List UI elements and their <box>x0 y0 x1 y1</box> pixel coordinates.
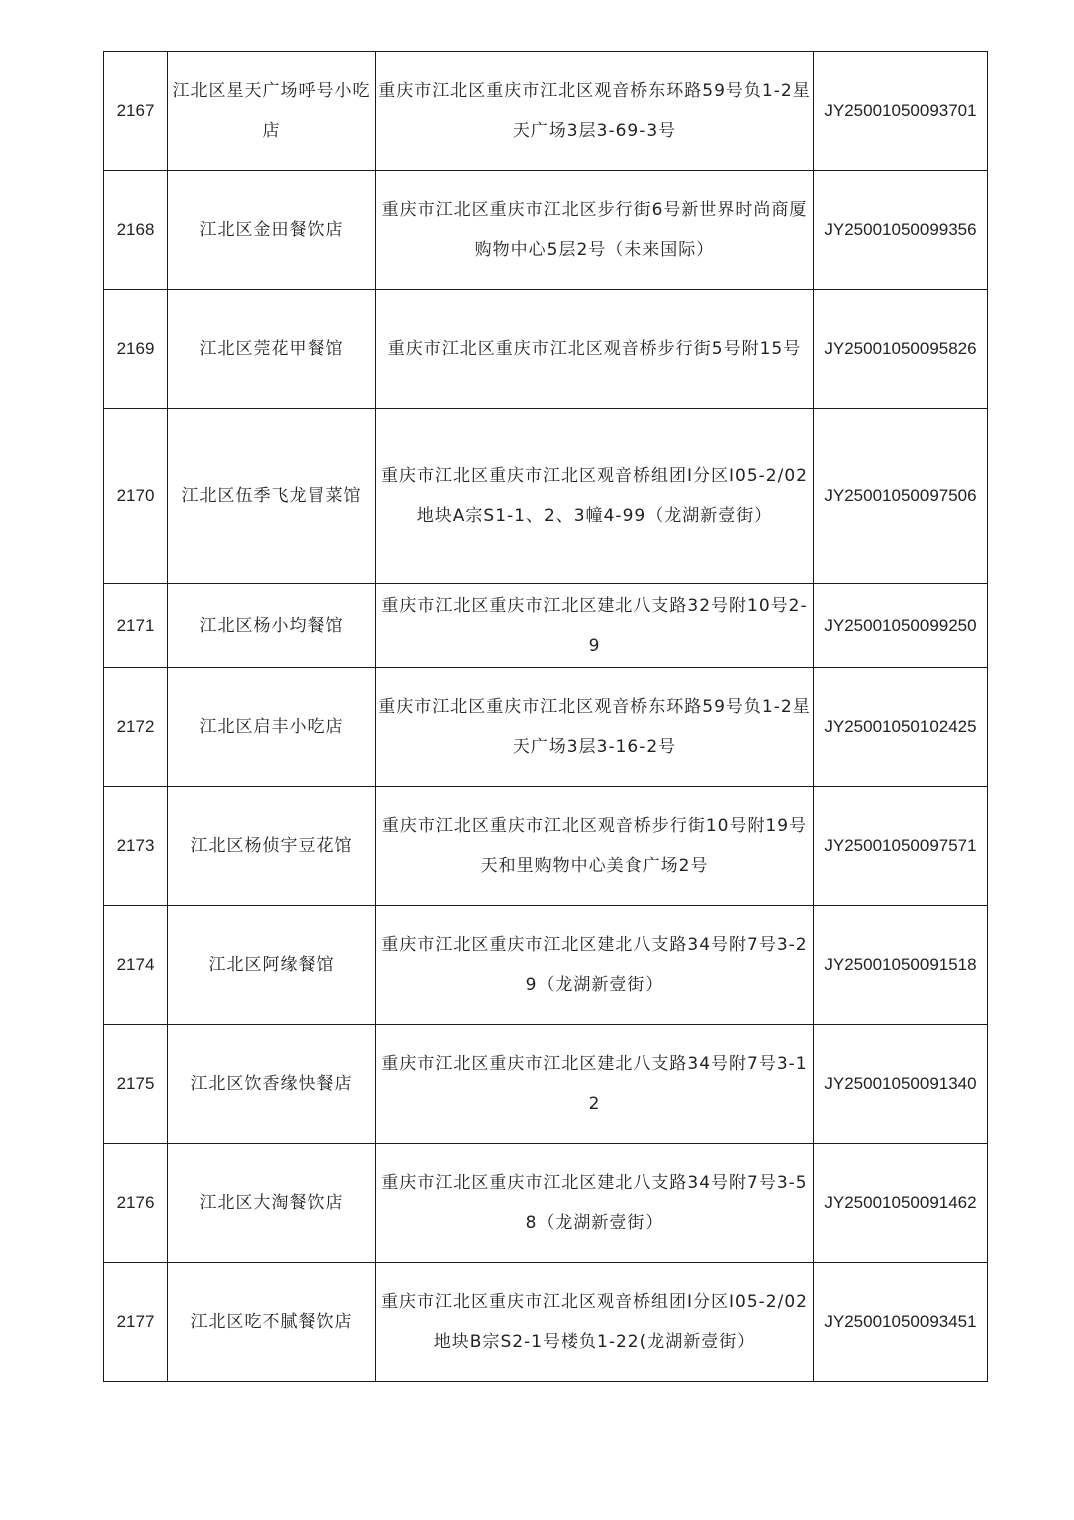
table-row <box>104 409 988 584</box>
registry-table <box>103 51 988 1382</box>
license-number: JY25001050097506 <box>814 409 988 584</box>
business-name: 江北区杨小均餐馆 <box>168 584 376 668</box>
row-number: 2174 <box>104 906 168 1025</box>
license-number: JY25001050095826 <box>814 290 988 409</box>
business-name: 江北区吃不腻餐饮店 <box>168 1263 376 1382</box>
business-address: 重庆市江北区重庆市江北区观音桥东环路59号负1-2星天广场3层3-16-2号 <box>376 668 814 787</box>
row-number: 2170 <box>104 409 168 584</box>
table-row <box>104 171 988 290</box>
business-name: 江北区杨侦宇豆花馆 <box>168 787 376 906</box>
row-number: 2169 <box>104 290 168 409</box>
row-number: 2172 <box>104 668 168 787</box>
license-number: JY25001050091340 <box>814 1025 988 1144</box>
table-row <box>104 1025 988 1144</box>
business-name: 江北区星天广场呼号小吃店 <box>168 52 376 171</box>
license-number: JY25001050102425 <box>814 668 988 787</box>
table-row <box>104 290 988 409</box>
business-name: 江北区阿缘餐馆 <box>168 906 376 1025</box>
table-row <box>104 906 988 1025</box>
table-row <box>104 1263 988 1382</box>
business-name: 江北区启丰小吃店 <box>168 668 376 787</box>
license-number: JY25001050091462 <box>814 1144 988 1263</box>
business-address: 重庆市江北区重庆市江北区建北八支路34号附7号3-58（龙湖新壹街） <box>376 1144 814 1263</box>
business-name: 江北区大淘餐饮店 <box>168 1144 376 1263</box>
license-number: JY25001050099250 <box>814 584 988 668</box>
row-number: 2171 <box>104 584 168 668</box>
row-number: 2168 <box>104 171 168 290</box>
business-name: 江北区莞花甲餐馆 <box>168 290 376 409</box>
row-number: 2175 <box>104 1025 168 1144</box>
table-row <box>104 52 988 171</box>
business-address: 重庆市江北区重庆市江北区建北八支路34号附7号3-12 <box>376 1025 814 1144</box>
table-row <box>104 584 988 668</box>
license-number: JY25001050093451 <box>814 1263 988 1382</box>
business-address: 重庆市江北区重庆市江北区建北八支路32号附10号2-9 <box>376 584 814 668</box>
business-address: 重庆市江北区重庆市江北区观音桥东环路59号负1-2星天广场3层3-69-3号 <box>376 52 814 171</box>
row-number: 2177 <box>104 1263 168 1382</box>
row-number: 2167 <box>104 52 168 171</box>
business-name: 江北区饮香缘快餐店 <box>168 1025 376 1144</box>
business-address: 重庆市江北区重庆市江北区建北八支路34号附7号3-29（龙湖新壹街） <box>376 906 814 1025</box>
license-number: JY25001050093701 <box>814 52 988 171</box>
row-number: 2176 <box>104 1144 168 1263</box>
row-number: 2173 <box>104 787 168 906</box>
business-address: 重庆市江北区重庆市江北区观音桥步行街5号附15号 <box>376 290 814 409</box>
license-number: JY25001050099356 <box>814 171 988 290</box>
business-name: 江北区金田餐饮店 <box>168 171 376 290</box>
business-name: 江北区伍季飞龙冒菜馆 <box>168 409 376 584</box>
table-row <box>104 668 988 787</box>
license-number: JY25001050091518 <box>814 906 988 1025</box>
business-address: 重庆市江北区重庆市江北区观音桥组团Ⅰ分区Ⅰ05-2/02地块A宗S1-1、2、3幢4-99（龙湖新壹街） <box>376 409 814 584</box>
table-row <box>104 787 988 906</box>
business-address: 重庆市江北区重庆市江北区观音桥组团Ⅰ分区I05-2/02地块B宗S2-1号楼负1-22(龙湖新壹街） <box>376 1263 814 1382</box>
business-address: 重庆市江北区重庆市江北区步行街6号新世界时尚商厦购物中心5层2号（未来国际） <box>376 171 814 290</box>
table-row <box>104 1144 988 1263</box>
business-address: 重庆市江北区重庆市江北区观音桥步行街10号附19号天和里购物中心美食广场2号 <box>376 787 814 906</box>
license-number: JY25001050097571 <box>814 787 988 906</box>
